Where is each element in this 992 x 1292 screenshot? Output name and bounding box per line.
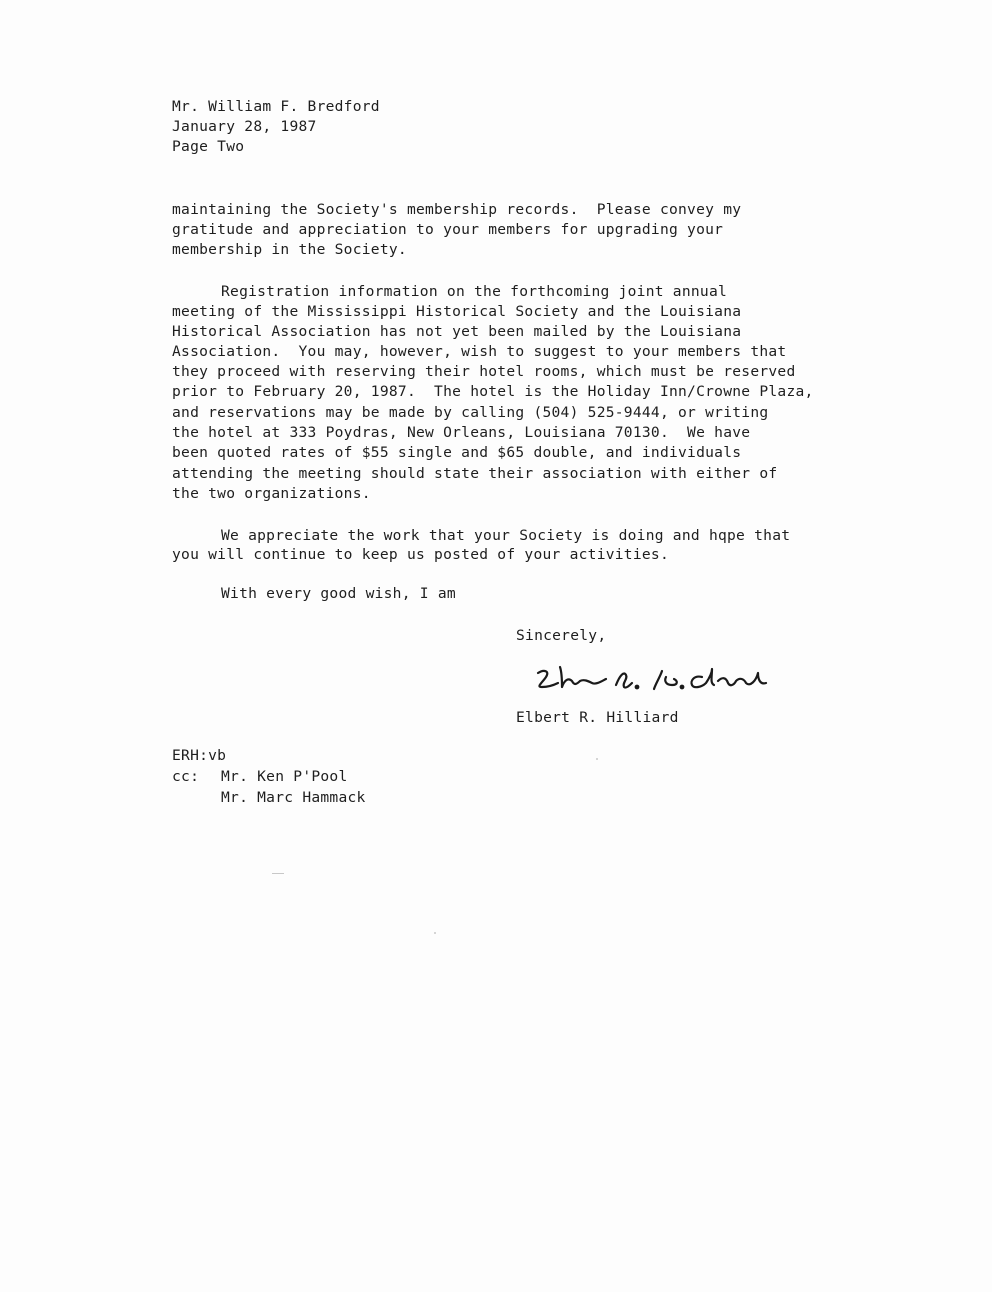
scan-speck bbox=[434, 932, 436, 934]
recipient-name: Mr. William F. Bredford bbox=[172, 98, 380, 115]
letter-date: January 28, 1987 bbox=[172, 118, 317, 135]
cc-recipient: Mr. Marc Hammack bbox=[221, 789, 366, 806]
paragraph-2-line: they proceed with reserving their hotel rooms, which must be reserved bbox=[172, 363, 796, 380]
cc-recipient: Mr. Ken P'Pool bbox=[221, 768, 348, 785]
closing-phrase: With every good wish, I am bbox=[221, 585, 456, 602]
scan-speck bbox=[596, 758, 598, 760]
signer-name: Elbert R. Hilliard bbox=[516, 709, 679, 726]
paragraph-2-line: Registration information on the forthcoming joint annual bbox=[221, 283, 728, 300]
cc-label: cc: bbox=[172, 768, 200, 785]
handwritten-signature bbox=[532, 663, 782, 699]
paragraph-2-line: meeting of the Mississippi Historical Society and the Louisiana bbox=[172, 303, 742, 320]
paragraph-2-line: been quoted rates of $55 single and $65 double, and individuals bbox=[172, 444, 742, 461]
paragraph-2-line: the hotel at 333 Poydras, New Orleans, Louisiana 70130. We have bbox=[172, 424, 751, 441]
paragraph-1-line: gratitude and appreciation to your members for upgrading your bbox=[172, 221, 724, 238]
paragraph-2-line: Historical Association has not yet been mailed by the Louisiana bbox=[172, 323, 742, 340]
salutation: Sincerely, bbox=[516, 627, 607, 644]
paragraph-2-line: attending the meeting should state their association with either of bbox=[172, 465, 778, 482]
paragraph-3-line: you will continue to keep us posted of your activities. bbox=[172, 546, 669, 563]
paragraph-2-line: prior to February 20, 1987. The hotel is the Holiday Inn/Crowne Plaza, bbox=[172, 383, 814, 400]
typist-initials: ERH:vb bbox=[172, 747, 227, 764]
paragraph-1-line: membership in the Society. bbox=[172, 241, 407, 258]
scan-speck bbox=[272, 873, 284, 874]
paragraph-3-line: We appreciate the work that your Society is doing and hqpe that bbox=[221, 527, 791, 544]
paragraph-2-line: and reservations may be made by calling (504) 525-9444, or writing bbox=[172, 404, 769, 421]
paragraph-1-line: maintaining the Society's membership records. Please convey my bbox=[172, 201, 742, 218]
paragraph-2-line: the two organizations. bbox=[172, 485, 371, 502]
paragraph-2-line: Association. You may, however, wish to suggest to your members that bbox=[172, 343, 787, 360]
page-label: Page Two bbox=[172, 138, 245, 155]
